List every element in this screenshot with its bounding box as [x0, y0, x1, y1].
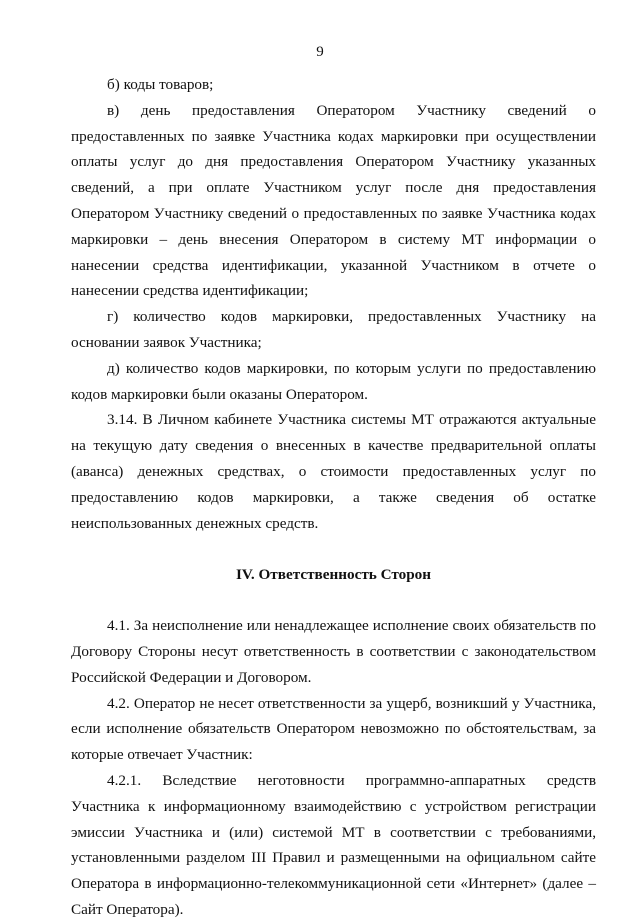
- section-heading-liability: IV. Ответственность Сторон: [235, 566, 432, 584]
- document-body: [71, 72, 596, 923]
- paragraph-4-2-1: 4.2.1. Вследствие неготовности программно-аппаратных средств Участника к информационному взаимодействию с устройством регистрации эмиссии Участника и (или) системой МТ в соответствии с требованиями, установленными разделом III Правил и размещенными на официальном сайте Оператора в информационно-телекоммуникационной сети «Интернет» (далее – Сайт Оператора).: [71, 771, 596, 918]
- paragraph-d-paid-code-count: д) количество кодов маркировки, по которым услуги по предоставлению кодов маркировки были оказаны Оператором.: [71, 359, 596, 403]
- paragraph-4-2: 4.2. Оператор не несет ответственности за ущерб, возникший у Участника, если исполнение обязательств Оператором невозможно по обстоятельствам, за которые отвечает Участник:: [71, 694, 596, 764]
- paragraph-3-14-personal-cabinet: 3.14. В Личном кабинете Участника системы МТ отражаются актуальные на текущую дату сведения о внесенных в качестве предварительной оплаты (аванса) денежных средствах, о стоимости предоставленных услуг по предоставлению кодов маркировки, а также сведения об остатке неиспользованных денежных средств.: [71, 411, 596, 532]
- paragraph-b-product-codes: б) коды товаров;: [107, 76, 214, 93]
- paragraph-g-code-count: г) количество кодов маркировки, предоставленных Участнику на основании заявок Участника;: [71, 308, 596, 351]
- page-number: 9: [316, 44, 324, 60]
- paragraph-4-1: 4.1. За неисполнение или ненадлежащее исполнение своих обязательств по Договору Стороны несут ответственность в соответствии с законодательством Российской Федерации и Договором.: [71, 617, 596, 686]
- paragraph-v-date-of-provision: в) день предоставления Оператором Участнику сведений о предоставленных по заявке Участника кодах маркировки при осуществлении оплаты услуг до дня предоставления Оператором Участнику указанных сведений, а при оплате Участником услуг после дня предоставления Оператором Участнику сведений о предоставленных по заявке Участника кодах маркировки – день внесения Оператором в систему МТ информации о нанесении средства идентификации, указанной Участником в отчете о нанесении средства идентификации;: [71, 101, 596, 300]
